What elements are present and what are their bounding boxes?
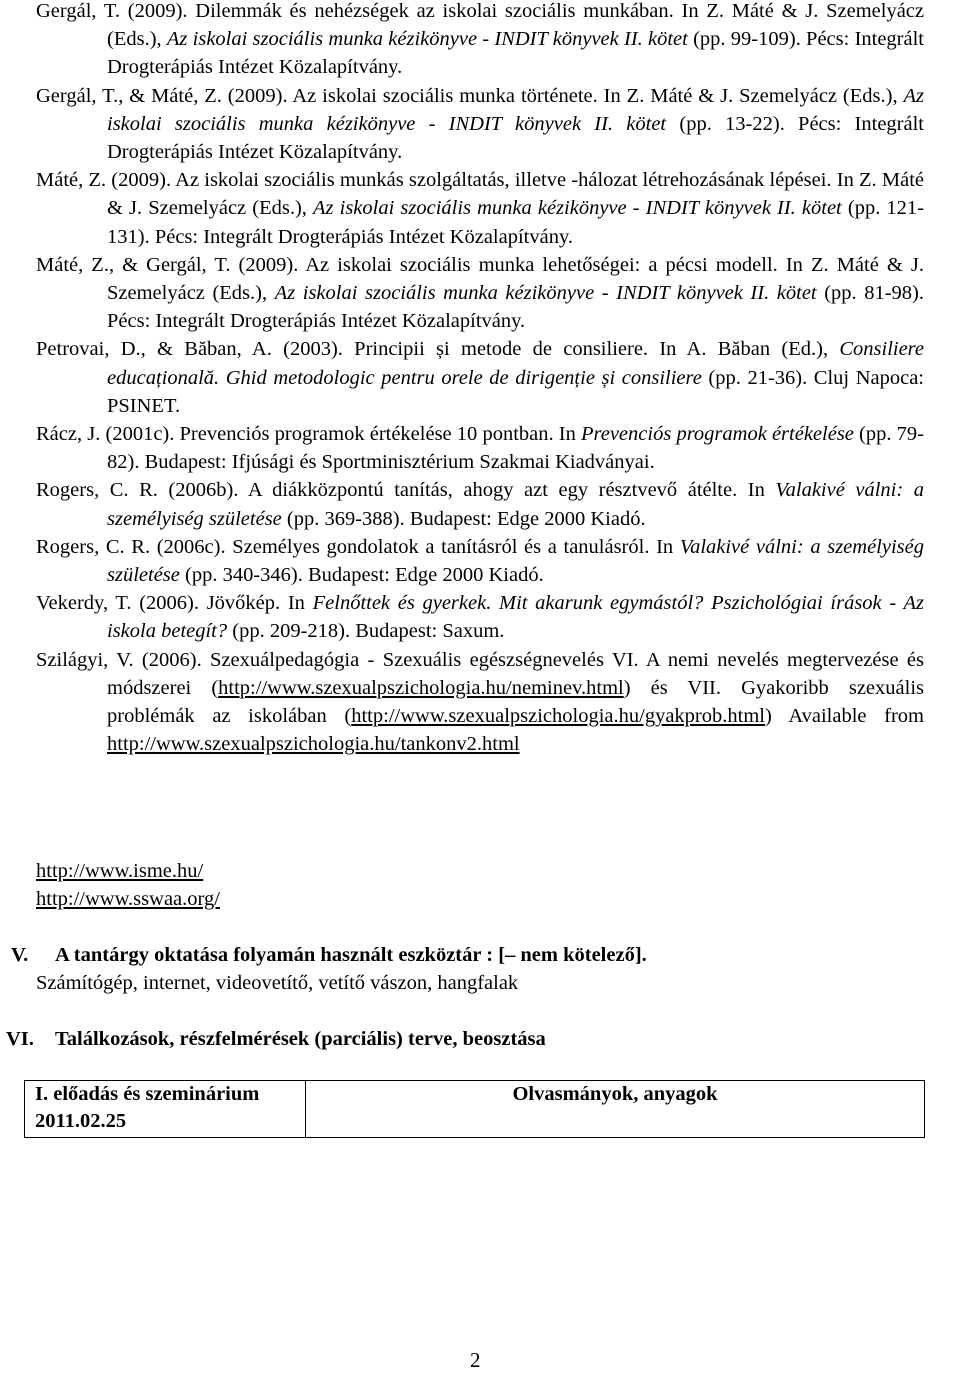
reference-item — [36, 420, 924, 476]
reference-link[interactable]: http://www.szexualpszichologia.hu/neminev.html — [218, 676, 624, 699]
page-number: 2 — [470, 1348, 481, 1372]
section-v-number: V. — [11, 944, 29, 966]
reference-title: Prevenciós programok értékelése — [581, 423, 854, 446]
reference-text: Máté, Z., & Gergál, T. (2009). Az iskolai szociális munka lehetőségei: a pécsi modell. In Z. Máté & J. Szemelyácz (Eds.), — [36, 253, 924, 305]
link-sswaa[interactable]: http://www.sswaa.org/ — [36, 888, 220, 911]
reference-text: Gergál, T., & Máté, Z. (2009). Az iskolai szociális munka története. In Z. Máté & J. Szemelyácz (Eds.), — [36, 84, 904, 107]
link-isme[interactable]: http://www.isme.hu/ — [36, 860, 204, 882]
table-cell-session — [25, 1081, 306, 1138]
reference-text: Szilágyi, V. (2006). Szexuálpedagógia - Szexuális egészségnevelés VI. A nemi nevelés megtervezése és módszerei ( — [36, 648, 924, 699]
tools-list: Számítógép, internet, videovetítő, vetítő vászon, hangfalak — [36, 972, 519, 994]
reference-text: Máté, Z. (2009). Az iskolai szociális munkás szolgáltatás, illetve -hálozat létrehozásának lépései. In Z. Máté & J. Szemelyácz (Eds.), — [36, 169, 924, 220]
reference-item — [36, 533, 924, 589]
reference-item — [36, 335, 924, 420]
reference-title: Az iskolai szociális munka kézikönyve - INDIT könyvek II. kötet — [107, 84, 924, 135]
reference-title: Valakivé válni: a személyiség születése — [107, 535, 924, 587]
section-vi-number: VI. — [6, 1028, 34, 1050]
table-row — [25, 1081, 925, 1138]
reference-link[interactable]: http://www.szexualpszichologia.hu/gyakprob.html — [351, 705, 765, 728]
reference-text: Rogers, C. R. (2006b). A diákközpontú tanítás, ahogy azt egy résztvevő átélte. In — [36, 479, 776, 502]
reference-text: Vekerdy, T. (2006). Jövőkép. In — [36, 592, 313, 615]
reference-text: (pp. 121-131). Pécs: Integrált Drogterápiás Intézet Közalapítvány. — [107, 197, 925, 248]
reference-text: (pp. 209-218). Budapest: Saxum. — [227, 620, 505, 643]
reference-item — [36, 166, 924, 251]
reference-item — [36, 646, 924, 759]
reference-title: Az iskolai szociális munka kézikönyve - INDIT könyvek II. kötet — [313, 197, 842, 220]
session-label: I. előadás és szeminárium — [35, 1083, 260, 1105]
web-links — [36, 857, 220, 913]
reference-title: Valakivé válni: a személyiség születése — [107, 479, 924, 530]
reference-text: (pp. 21-36). Cluj Napoca: PSINET. — [107, 366, 924, 417]
session-date: 2011.02.25 — [35, 1110, 127, 1132]
reference-item — [36, 0, 924, 82]
reference-text: Gergál, T. (2009). Dilemmák és nehézségek az iskolai szociális munkában. In Z. Máté & J. Szemelyácz (Eds.), — [36, 0, 924, 51]
readings-label: Olvasmányok, anyagok — [512, 1083, 718, 1105]
reference-title: Consiliere educațională. Ghid metodologic pentru orele de dirigenție și consiliere — [107, 338, 924, 389]
reference-title: Felnőttek és gyerkek. Mit akarunk egymástól? Pszichológiai írások - Az iskola betegít? — [107, 592, 924, 643]
reference-title: Az iskolai szociális munka kézikönyve - INDIT könyvek II. kötet — [274, 282, 817, 305]
reference-text: ) és VII. Gyakoribb szexuális problémák az iskolában ( — [107, 676, 924, 728]
reference-text: (pp. 79-82). Budapest: Ifjúsági és Sportminisztérium Szakmai Kiadványai. — [107, 423, 924, 474]
table-cell-readings — [306, 1081, 925, 1138]
reference-text: (pp. 340-346). Budapest: Edge 2000 Kiadó. — [179, 564, 544, 587]
section-v-title: A tantárgy oktatása folyamán használt eszköztár : [– nem kötelező]. — [55, 944, 647, 966]
schedule-table — [24, 1080, 925, 1138]
reference-item — [36, 82, 924, 167]
reference-list — [36, 0, 924, 758]
section-v-heading — [11, 941, 647, 969]
reference-item — [36, 476, 924, 532]
reference-text: (pp. 99-109). Pécs: Integrált Drogterápiás Intézet Közalapítvány. — [107, 28, 925, 79]
reference-link[interactable]: http://www.szexualpszichologia.hu/tankonv2.html — [107, 733, 520, 756]
section-vi-title: Találkozások, részfelmérések (parciális) terve, beosztása — [55, 1028, 546, 1050]
reference-item — [36, 251, 924, 336]
section-vi-heading — [6, 1025, 546, 1053]
reference-item — [36, 589, 924, 645]
reference-title: Az iskolai szociális munka kézikönyve - INDIT könyvek II. kötet — [166, 28, 688, 51]
reference-text: Petrovai, D., & Băban, A. (2003). Principii și metode de consiliere. In A. Băban (Ed.), — [36, 338, 840, 361]
reference-text: Rácz, J. (2001c). Prevenciós programok értékelése 10 pontban. In — [36, 423, 581, 446]
reference-text: (pp. 369-388). Budapest: Edge 2000 Kiadó. — [281, 507, 646, 530]
reference-text: Rogers, C. R. (2006c). Személyes gondolatok a tanításról és a tanulásról. In — [36, 535, 680, 558]
reference-text: (pp. 13-22). Pécs: Integrált Drogterápiás Intézet Közalapítvány. — [107, 112, 924, 164]
reference-text: (pp. 81-98). Pécs: Integrált Drogterápiás Intézet Közalapítvány. — [107, 282, 924, 333]
reference-text: ) Available from — [764, 705, 924, 728]
